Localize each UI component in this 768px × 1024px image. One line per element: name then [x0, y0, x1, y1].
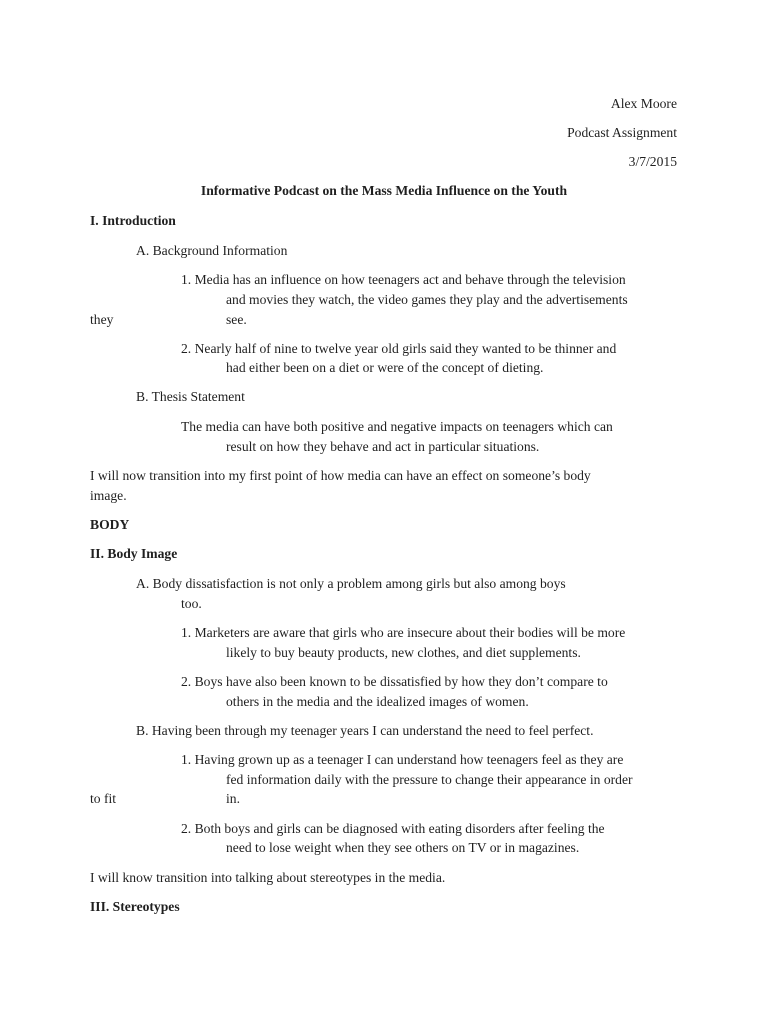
body-label: BODY — [90, 517, 130, 532]
thesis-text: The media can have both positive and negative impacts on teenagers which can — [181, 419, 613, 434]
outline-subitem-text: to fit — [90, 791, 117, 806]
outline-subitem-text: they — [90, 312, 114, 327]
outline-subitem-text: 2. Both boys and girls can be diagnosed with eating disorders after feeling the — [181, 821, 605, 836]
outline-subitem-text: likely to buy beauty products, new clothes, and diet supplements. — [226, 645, 581, 660]
outline-subitem-text: 2. Nearly half of nine to twelve year old girls said they wanted to be thinner and — [181, 341, 617, 356]
outline-item-thesis: B. Thesis Statement — [136, 389, 245, 404]
outline-subitem-text: see. — [226, 312, 247, 327]
thesis-text: result on how they behave and act in particular situations. — [226, 439, 540, 454]
outline-subitem-text: need to lose weight when they see others on TV or in magazines. — [226, 840, 580, 855]
outline-subitem-text: 2. Boys have also been known to be dissatisfied by how they don’t compare to — [181, 674, 608, 689]
author-name: Alex Moore — [610, 96, 677, 111]
outline-subitem-text: 1. Media has an influence on how teenagers act and behave through the television — [181, 272, 626, 287]
outline-subitem-text: 1. Marketers are aware that girls who are insecure about their bodies will be more — [181, 625, 626, 640]
outline-item-text: A. Body dissatisfaction is not only a problem among girls but also among boys — [136, 576, 566, 591]
transition-text: I will now transition into my first point of how media can have an effect on someone’s body — [90, 468, 591, 483]
outline-item-background: A. Background Information — [136, 243, 288, 258]
outline-item-text: B. Having been through my teenager years I can understand the need to feel perfect. — [136, 723, 594, 738]
section-heading-body-image: II. Body Image — [90, 546, 178, 561]
outline-subitem-text: others in the media and the idealized images of women. — [226, 694, 529, 709]
document-date: 3/7/2015 — [628, 154, 677, 169]
transition-text: I will know transition into talking about stereotypes in the media. — [90, 870, 446, 885]
outline-subitem-text: 1. Having grown up as a teenager I can understand how teenagers feel as they are — [181, 752, 624, 767]
transition-text: image. — [90, 488, 127, 503]
section-heading-stereotypes: III. Stereotypes — [90, 899, 180, 914]
outline-subitem-text: and movies they watch, the video games they play and the advertisements — [226, 292, 628, 307]
outline-item-text: too. — [181, 596, 202, 611]
assignment-name: Podcast Assignment — [567, 125, 677, 140]
outline-subitem-text: had either been on a diet or were of the concept of dieting. — [226, 360, 544, 375]
outline-subitem-text: fed information daily with the pressure to change their appearance in order — [226, 772, 633, 787]
section-heading-introduction: I. Introduction — [90, 213, 176, 228]
outline-subitem-text: in. — [226, 791, 240, 806]
document-title: Informative Podcast on the Mass Media Influence on the Youth — [200, 183, 568, 198]
